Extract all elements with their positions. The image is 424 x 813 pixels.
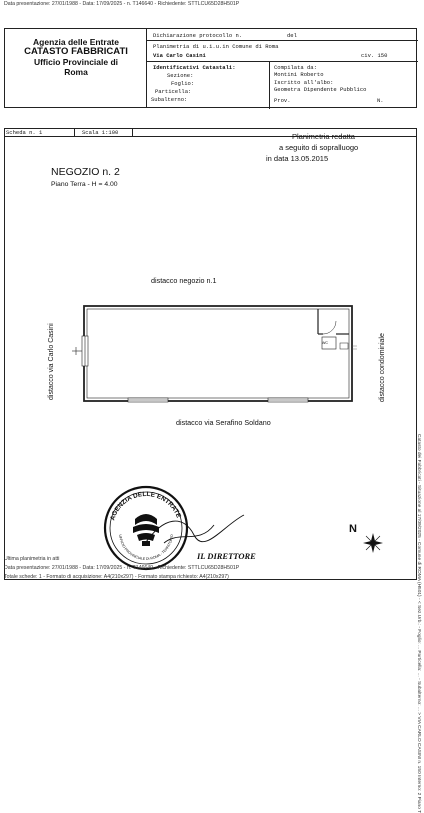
del-label: del <box>287 32 297 39</box>
iscritto-label: Iscritto all'albo: <box>274 79 334 86</box>
note-line: a seguito di sopralluogo <box>279 143 359 152</box>
bottom-print-line: Data presentazione: 27/01/1988 - Data: 17/09/2025 - n. T146640 - Richiedente: STTLCU65D28H501P <box>4 565 240 571</box>
note-line: in data 13.05.2015 <box>266 154 329 163</box>
top-print-line: Data presentazione: 27/01/1988 - Data: 17/09/2025 - n. T146640 - Richiedente: STTLCU65D28H501P <box>4 1 240 7</box>
albo-value: Geometra Dipendente Pubblico <box>274 86 367 93</box>
scheda-label: Scheda n. 1 <box>6 129 43 136</box>
compilata-label: Compilata da: <box>274 64 317 71</box>
compilatore-name: Montini Roberto <box>274 71 324 78</box>
prov-label: Prov. <box>274 97 291 104</box>
foglio-label: Foglio: <box>171 80 195 87</box>
ultima-planimetria: Ultima planimetria in atti <box>4 556 60 562</box>
ufficio-city: Roma <box>64 67 88 77</box>
label-distacco-casini: distacco via Carlo Casini <box>48 323 55 400</box>
stamp-ring-text: AGENZIA DELLE ENTRATE <box>109 490 182 522</box>
subalterno-label: Subalterno: <box>151 96 188 103</box>
n-label: N. <box>377 97 384 104</box>
label-distacco-condominiale: distacco condominiale <box>379 333 386 402</box>
side-entrance <box>72 336 88 366</box>
note-line: Planimetria redatta <box>292 132 355 141</box>
planimetria-label: Planimetria di u.i.u.in Comune di Roma <box>153 43 279 50</box>
ufficio-provinciale: Ufficio Provinciale di <box>33 57 119 67</box>
address-via: Via Carlo Casini <box>153 52 206 59</box>
north-label: N <box>349 523 357 535</box>
side-cadastral-note: Catasto dei Fabbricati - Situazione al 17/09/2025 - Comune di ROMA (H501) - < Sez.Urb.: - Foglio: ... Particella: ... - Subalterno: ... > VIA CARLO CASINI n. 150 Interno: 2 Piano T <box>416 434 421 813</box>
civic-number: civ. 150 <box>361 52 388 59</box>
particella-label: Particella: <box>155 88 192 95</box>
unit-title: NEGOZIO n. 2 <box>51 166 120 178</box>
compass-rose-icon <box>362 532 384 554</box>
totale-schede-line: Totale schede: 1 - Formato di acquisizione: A4(210x297) - Formato stampa richiesto: A4(210x297) <box>4 574 229 580</box>
wc-label: WC <box>322 341 328 345</box>
signature <box>104 505 254 555</box>
label-distacco-negozio: distacco negozio n.1 <box>151 276 217 285</box>
sezione-label: Sezione: <box>167 72 194 79</box>
catasto-title: CATASTO FABBRICATI <box>24 46 128 57</box>
scala-label: Scala 1:100 <box>82 129 119 136</box>
unit-floor: Piano Terra - H = 4.00 <box>51 181 118 188</box>
identificativi-label: Identificativi Catastali: <box>153 64 236 71</box>
stamp-inner-text: UFFICIO PROVINCIALE DI ROMA - TERRITORIO <box>118 534 174 562</box>
floor-plan-walls <box>84 306 352 401</box>
agency-name: Agenzia delle Entrate <box>33 37 119 47</box>
label-distacco-soldano: distacco via Serafino Soldano <box>176 418 271 427</box>
direttore-label: IL DIRETTORE <box>197 551 256 561</box>
dichiarazione-label: Dichiarazione protocollo n. <box>153 32 243 39</box>
